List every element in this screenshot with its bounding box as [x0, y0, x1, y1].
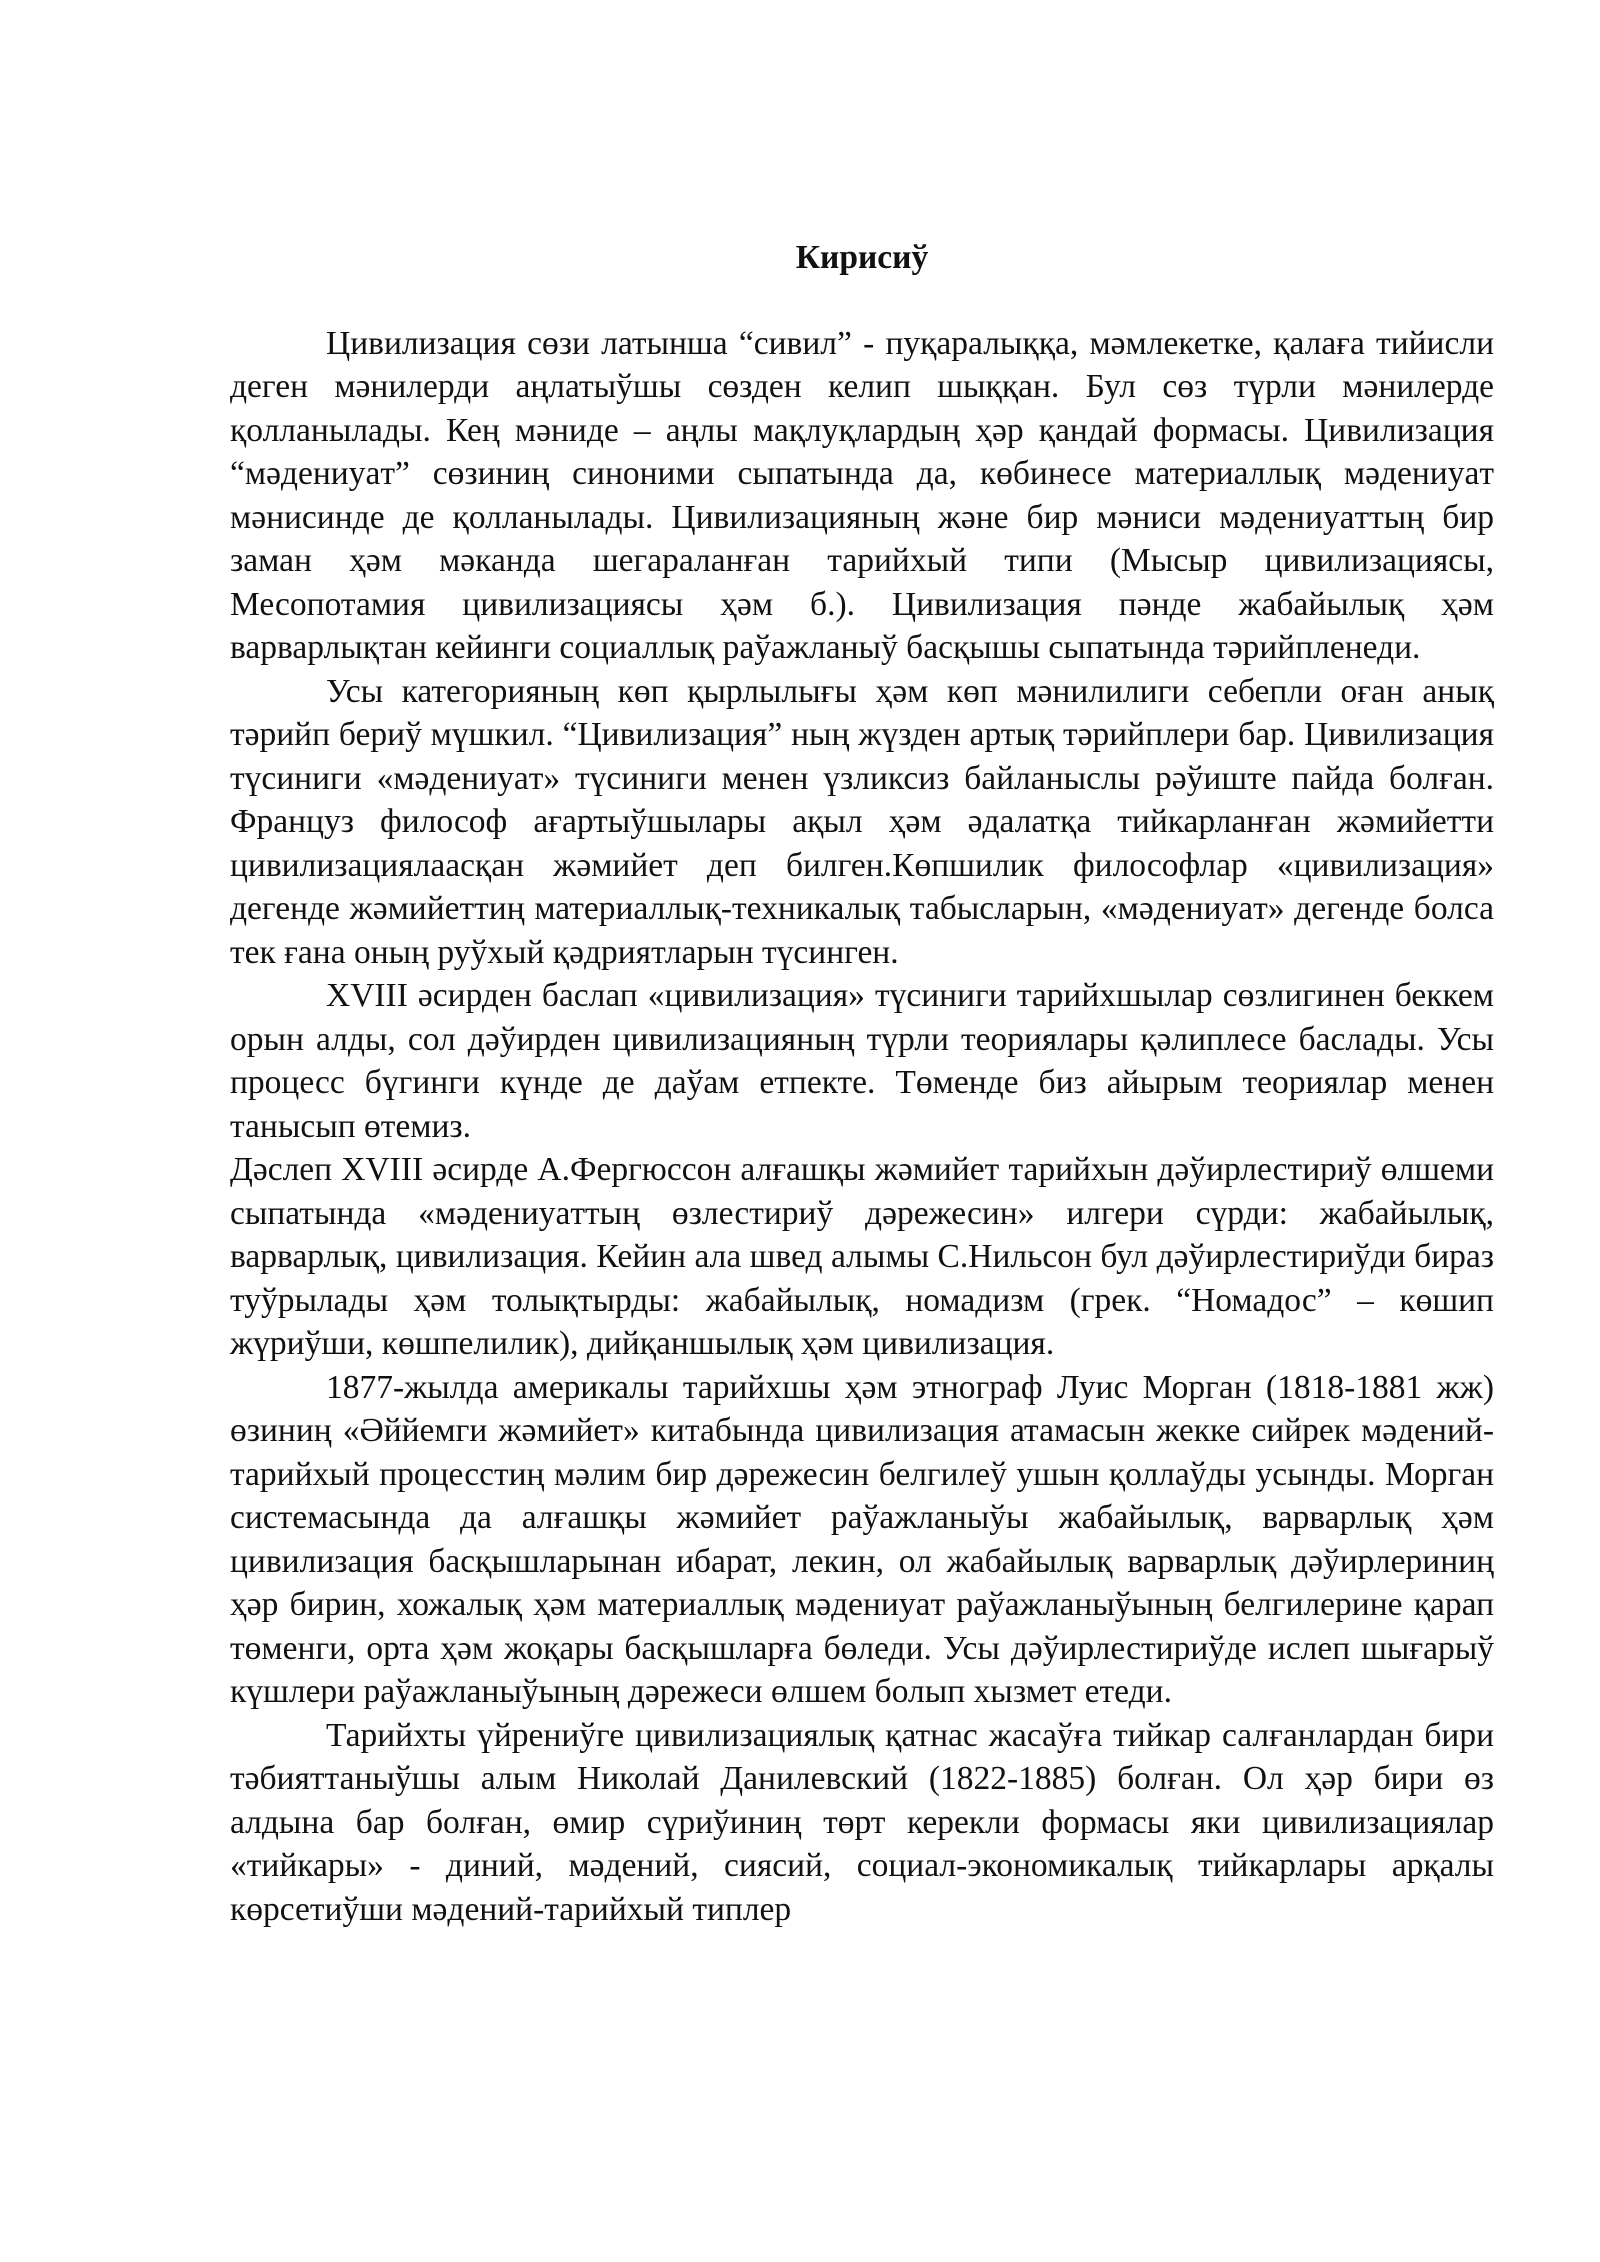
paragraph-5: 1877-жылда америкалы тарийхшы ҳәм этнограф Луис Морган (1818-1881 жж) өзиниң «Әййемги жәмийет» китабында цивилизация атамасын жекке сийрек мәдений-тарийхый процесстиң мәлим бир дәрежесин белгилеў ушын қоллаўды усынды. Морган системасында да алғашқы жәмийет раўажланыўы жабайылық, варварлық ҳәм цивилизация басқышларынан ибарат, лекин, ол жабайылық варварлық дәўирлериниң ҳәр бирин, хожалық ҳәм материаллық мәдениyaт раўажланыўының белгилерине қарап төменги, орта ҳәм жоқары басқышларға бөледи. Усы дәўирлестириўде ислеп шығарыў күшлери раўажланыўының дәрежеси өлшем болып хызмет етеди.	[230, 1368, 1494, 1710]
paragraph-6: Тарийхты үйрениўге цивилизациялық қатнас жасаўға тийкар салғанлардан бири тәбияттаныўшы алым Николай Данилевский (1822-1885) болған. Ол ҳәр бири өз алдына бар болған, өмир сүриўиниң төрт керекли формасы яки цивилизациялар «тийкары» - диний, мәдений, сиясий, социал-экономикалық тийкарлары арқалы көрсетиўши мәдений-тарийхый типлер	[230, 1716, 1494, 1928]
paragraph-1: Цивилизация сөзи латынша “сивил” - пуқаралыққа, мәмлекетке, қалаға тийисли деген мәнилерди аңлатыўшы сөзден келип шыққан. Бул сөз түрли мәнилерде қолланылады. Кең мәниде – аңлы мақлуқлардың ҳәр қандай формасы. Цивилизация “мәдениyaт” сөзиниң синоними сыпатында да, көбинесе материаллық мәдениyaт мәнисинде де қолланылады. Цивилизацияның және бир мәниси мәдениyaттың бир заман ҳәм мәканда шегараланған тарийхый типи (Мысыр цивилизациясы, Месопотамия цивилизациясы ҳәм б.). Цивилизация пәнде жабайылық ҳәм варварлықтан кейинги социаллық раўажланыў басқышы сыпатында тәрийпленеди.	[230, 324, 1494, 666]
paragraph-3: XVIII әсирден баслап «цивилизация» түсиниги тарийхшылар сөзлигинен беккем орын алды, сол дәўирден цивилизацияның түрли теориялары қәлиплесе баслады. Усы процесс бүгинги күнде де даўам етпекте. Төменде биз айырым теориялар менен танысып өтемиз.	[230, 977, 1494, 1145]
document-title: Кирисиў	[795, 239, 929, 276]
document-page	[230, 236, 1494, 1931]
paragraph-2: Усы категорияның көп қырлылығы ҳәм көп мәнилилиги себепли оған анық тәрийп бериў мүшкил. “Цивилизация” ның жүзден артық тәрийплери бар. Цивилизация түсиниги «мәдениyaт» түсиниги менен үзликсиз байланыслы рәўиште пайда болған. Француз философ ағартыўшылары ақыл ҳәм әдалатқа тийкарланған жәмийетти цивилизациялаасқан жәмийет деп билген.Көпшилик философлар «цивилизация» дегенде жәмийеттиң материаллық-техникалық табысларын, «мәдениyaт» дегенде болса тек ғана оның руўхый қәдриятларын түсинген.	[230, 672, 1494, 971]
paragraph-4: Дәслеп XVIII әсирде А.Фергюссон алғашқы жәмийет тарийхын дәўирлестириў өлшеми сыпатында «мәдениyaттың өзлестириў дәрежесин» илгери сүрди: жабайылық, варварлық, цивилизация. Кейин ала швед алымы С.Нильсон бул дәўирлестириўди бираз туўрылады ҳәм толықтырды: жабайылық, номадизм (грек. “Номадос” – көшип жүриўши, көшпелилик), дийқаншылық ҳәм цивилизация.	[230, 1151, 1494, 1362]
